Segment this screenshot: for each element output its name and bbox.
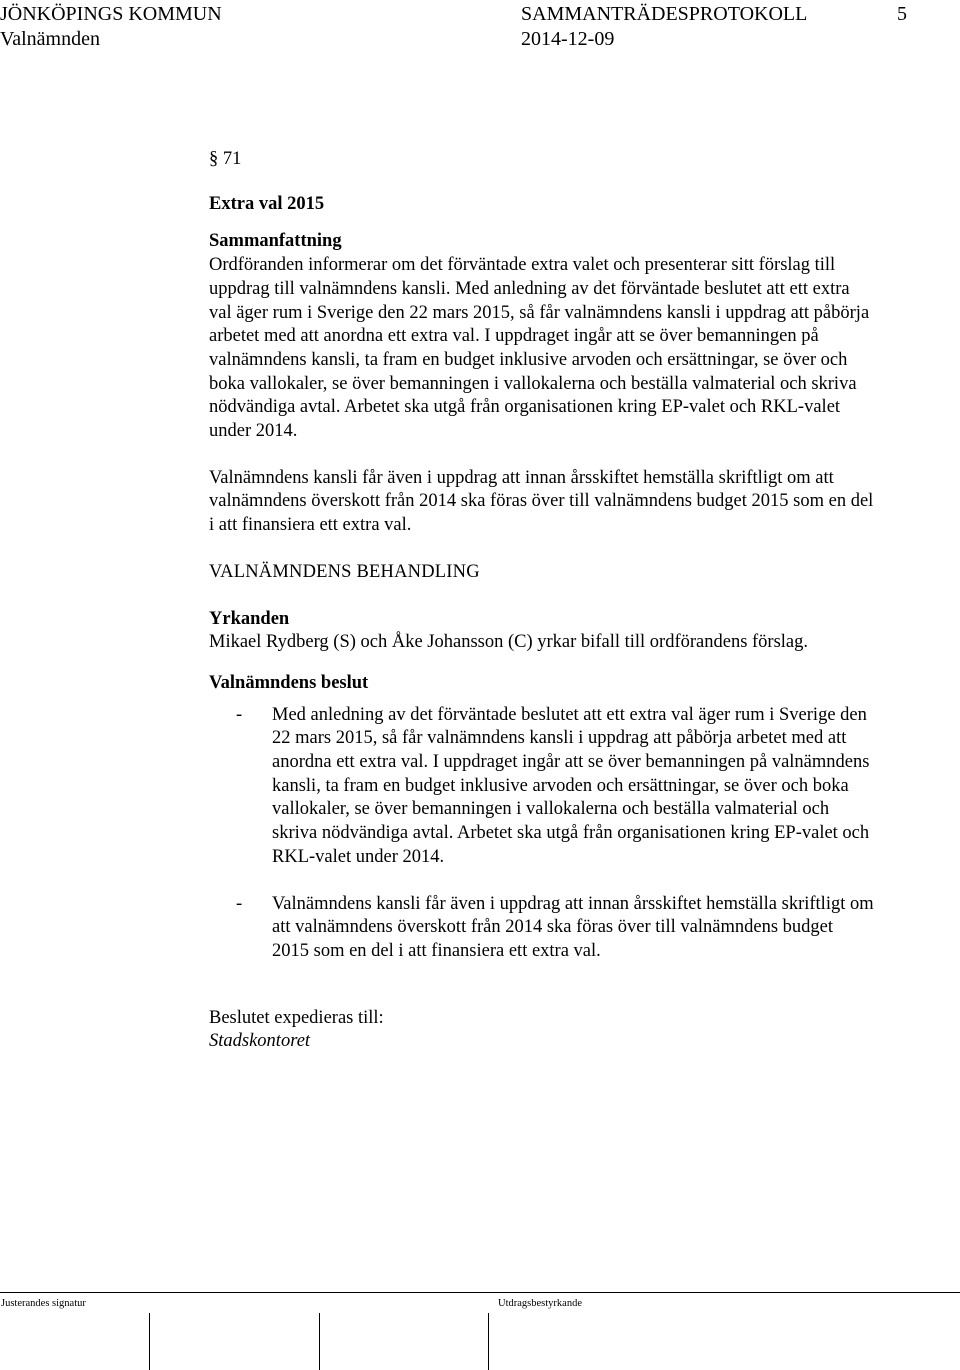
signature-box-divider [488, 1313, 489, 1370]
section-title: Extra val 2015 [209, 193, 325, 214]
decision-list [209, 704, 874, 964]
page-footer [0, 1286, 960, 1370]
header-page-number: 5 [897, 3, 907, 25]
decision-item-text: Med anledning av det förväntade beslutet att ett extra val äger rum i Sverige den 22 mars 2015, så får valnämndens kansli i uppdrag att påbörja arbetet med att anordna ett extra val. I uppdraget ingår att se över bemanningen på valnämndens kansli, ta fram en budget inklusive arvoden och ersättningar, se över och boka vallokaler, se över bemanningen i vallokalerna och beställa valmaterial och skriva nödvändiga avtal. Arbetet ska utgå från organisationen kring EP-valet och RKL-valet under 2014. [272, 704, 870, 867]
header-date: 2014-12-09 [521, 28, 615, 50]
dispatch-recipient: Stadskontoret [209, 1031, 311, 1052]
decision-item [209, 893, 874, 964]
motions-text: Mikael Rydberg (S) och Åke Johansson (C) yrkar bifall till ordförandens förslag. [209, 632, 809, 653]
dispatch-label: Beslutet expedieras till: [209, 1007, 384, 1028]
summary-text-2: Valnämndens kansli får även i uppdrag att innan årsskiftet hemställa skriftligt om att valnämndens överskott från 2014 ska föras över till valnämndens budget 2015 som en del i att finansiera ett extra val. [209, 467, 874, 536]
signature-label: Justerandes signatur [1, 1298, 86, 1309]
paragraph-number: § 71 [209, 149, 242, 169]
list-dash: - [236, 893, 243, 914]
footer-rule [0, 1292, 960, 1293]
summary-heading: Sammanfattning [209, 231, 342, 252]
list-dash: - [236, 704, 243, 725]
treatment-heading: VALNÄMNDENS BEHANDLING [209, 561, 480, 582]
decision-item [209, 704, 874, 870]
certification-label: Utdragsbestyrkande [498, 1298, 582, 1309]
header-committee: Valnämnden [0, 28, 100, 50]
header-doc-type: SAMMANTRÄDESPROTOKOLL [521, 3, 808, 25]
header-org: JÖNKÖPINGS KOMMUN [0, 3, 222, 25]
motions-heading: Yrkanden [209, 608, 290, 629]
summary-text: Ordföranden informerar om det förväntade extra valet och presenterar sitt förslag till uppdrag till valnämndens kansli. Med anledning av det förväntade beslutet att ett extra val äger rum i Sverige den 22 mars 2015, så får valnämndens kansli i uppdrag att påbörja arbetet med att anordna ett extra val. I uppdraget ingår att se över bemanningen på valnämndens kansli, ta fram en budget inklusive arvoden och ersättningar, se över och boka vallokaler, se över bemanningen i vallokalerna och beställa valmaterial och skriva nödvändiga avtal. Arbetet ska utgå från organisationen kring EP-valet och RKL-valet under 2014. [209, 255, 870, 442]
decision-item-text: Valnämndens kansli får även i uppdrag att innan årsskiftet hemställa skriftligt om att valnämndens överskott från 2014 ska föras över till valnämndens budget 2015 som en del i att finansiera ett extra val. [272, 893, 874, 961]
signature-box-divider [149, 1313, 150, 1370]
decision-heading: Valnämndens beslut [209, 672, 369, 693]
document-body [209, 148, 874, 1054]
signature-box-divider [319, 1313, 320, 1370]
page-header [0, 0, 960, 52]
